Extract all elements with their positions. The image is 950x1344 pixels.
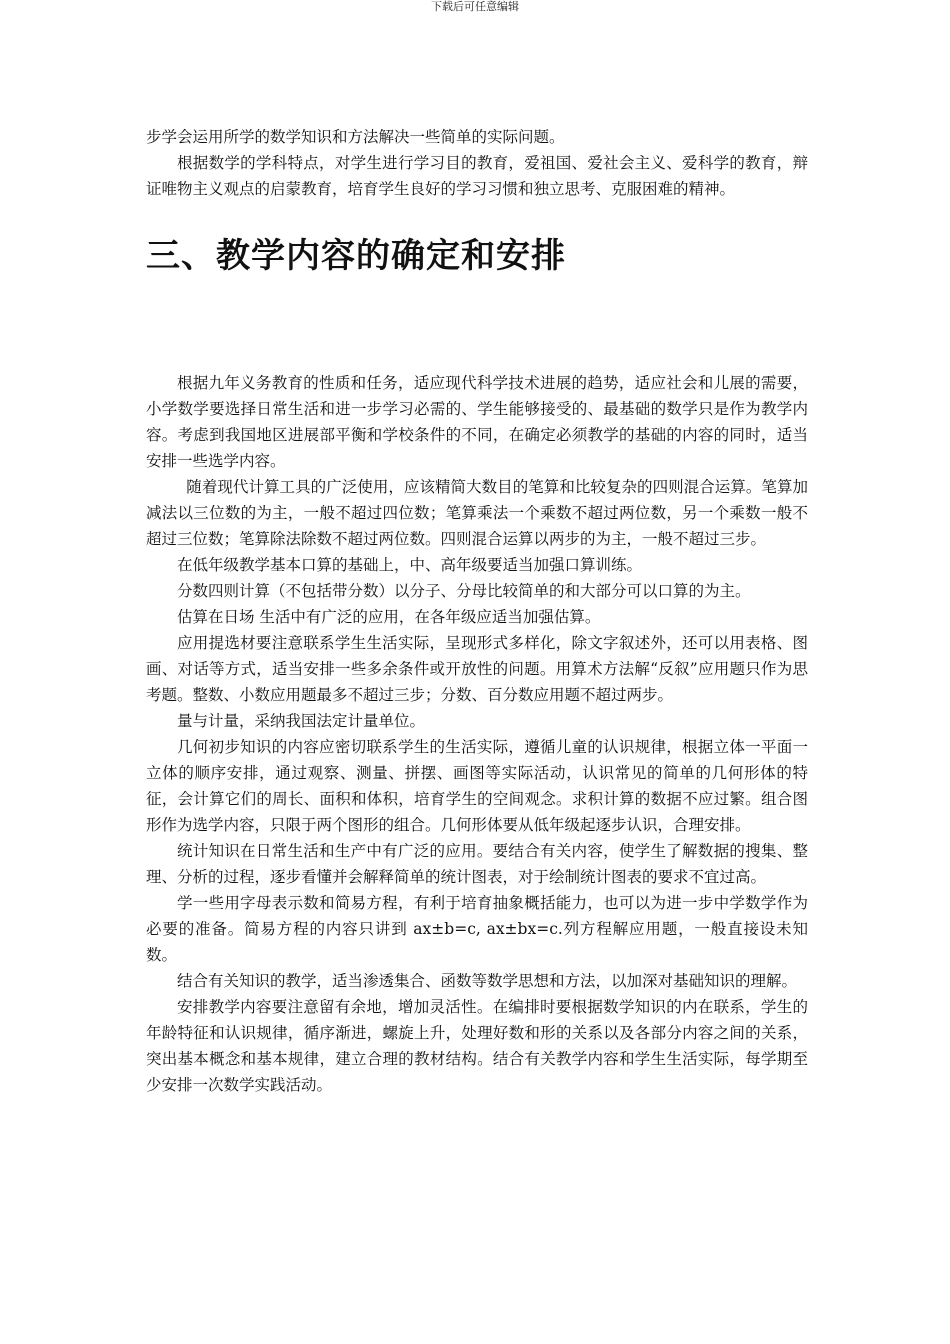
body-paragraph: 应用提选材要注意联系学生生活实际，呈现形式多样化，除文字叙述外，还可以用表格、图画、对话等方式，适当安排一些多余条件或开放性的问题。用算术方法解“反叙”应用题只作为思考题。整数、小数应用题最多不超过三步；分数、百分数应用题不超过两步。 [146,634,808,704]
section-heading-block [146,234,808,278]
body-paragraph: 估算在日场 生活中有广泛的应用，在各年级应适当加强估算。 [177,608,601,626]
body-paragraph: 在低年级教学基本口算的基础上，中、高年级要适当加强口算训练。 [177,556,643,574]
body-paragraph: 安排教学内容要注意留有余地，增加灵活性。在编排时要根据数学知识的内在联系，学生的年龄特征和认识规律，循序渐进，螺旋上升，处理好数和形的关系以及各部分内容之间的关系，突出基本概念和基本规律，建立合理的教材结构。结合有关教学内容和学生生活实际，每学期至少安排一次数学实践活动。 [146,998,808,1094]
intro-paragraph-continued: 步学会运用所学的数学知识和方法解决一些简单的实际问题。 [146,128,565,146]
body-paragraph: 学一些用字母表示数和简易方程，有利于培育抽象概括能力，也可以为进一步中学数学作为必要的准备。简易方程的内容只讲到 ax±b=c, ax±bx=c.列方程解应用题，一般直接设未知数。 [146,894,808,964]
document-body [146,124,808,1098]
body-paragraph: 量与计量，采纳我国法定计量单位。 [177,712,426,730]
body-paragraph: 根据九年义务教育的性质和任务，适应现代科学技术进展的趋势，适应社会和儿展的需要，小学数学要选择日常生活和进一步学习必需的、学生能够接受的、最基础的数学只是作为教学内容。考虑到我国地区进展部平衡和学校条件的不同，在确定必须教学的基础的内容的同时，适当安排一些选学内容。 [146,374,808,470]
body-paragraph: 结合有关知识的教学，适当渗透集合、函数等数学思想和方法，以加深对基础知识的理解。 [177,972,798,990]
section-title: 三、教学内容的确定和安排 [146,236,566,276]
page-header-note: 下载后可任意编辑 [431,0,519,13]
body-paragraph: 几何初步知识的内容应密切联系学生的生活实际，遵循儿童的认识规律，根据立体一平面一立体的顺序安排，通过观察、测量、拼摆、画图等实际活动，认识常见的简单的几何形体的特征，会计算它们的周长、面积和体积，培育学生的空间观念。求积计算的数据不应过繁。组合图形作为选学内容，只限于两个图形的组合。几何形体要从低年级起逐步认识，合理安排。 [146,738,808,834]
body-paragraph: 统计知识在日常生活和生产中有广泛的应用。要结合有关内容，使学生了解数据的搜集、整理、分析的过程，逐步看懂并会解释简单的统计图表，对于绘制统计图表的要求不宜过高。 [146,842,808,886]
intro-paragraph: 根据数学的学科特点，对学生进行学习目的教育，爱祖国、爱社会主义、爱科学的教育，辩证唯物主义观点的启蒙教育，培育学生良好的学习习惯和独立思考、克服困难的精神。 [146,154,808,198]
body-paragraph: 随着现代计算工具的广泛使用，应该精简大数目的笔算和比较复杂的四则混合运算。笔算加减法以三位数的为主，一般不超过四位数；笔算乘法一个乘数不超过两位数，另一个乘数一般不超过三位数；笔算除法除数不超过两位数。四则混合运算以两步的为主，一般不超过三步。 [146,478,808,548]
body-paragraph: 分数四则计算（不包括带分数）以分子、分母比较简单的和大部分可以口算的为主。 [177,582,751,600]
